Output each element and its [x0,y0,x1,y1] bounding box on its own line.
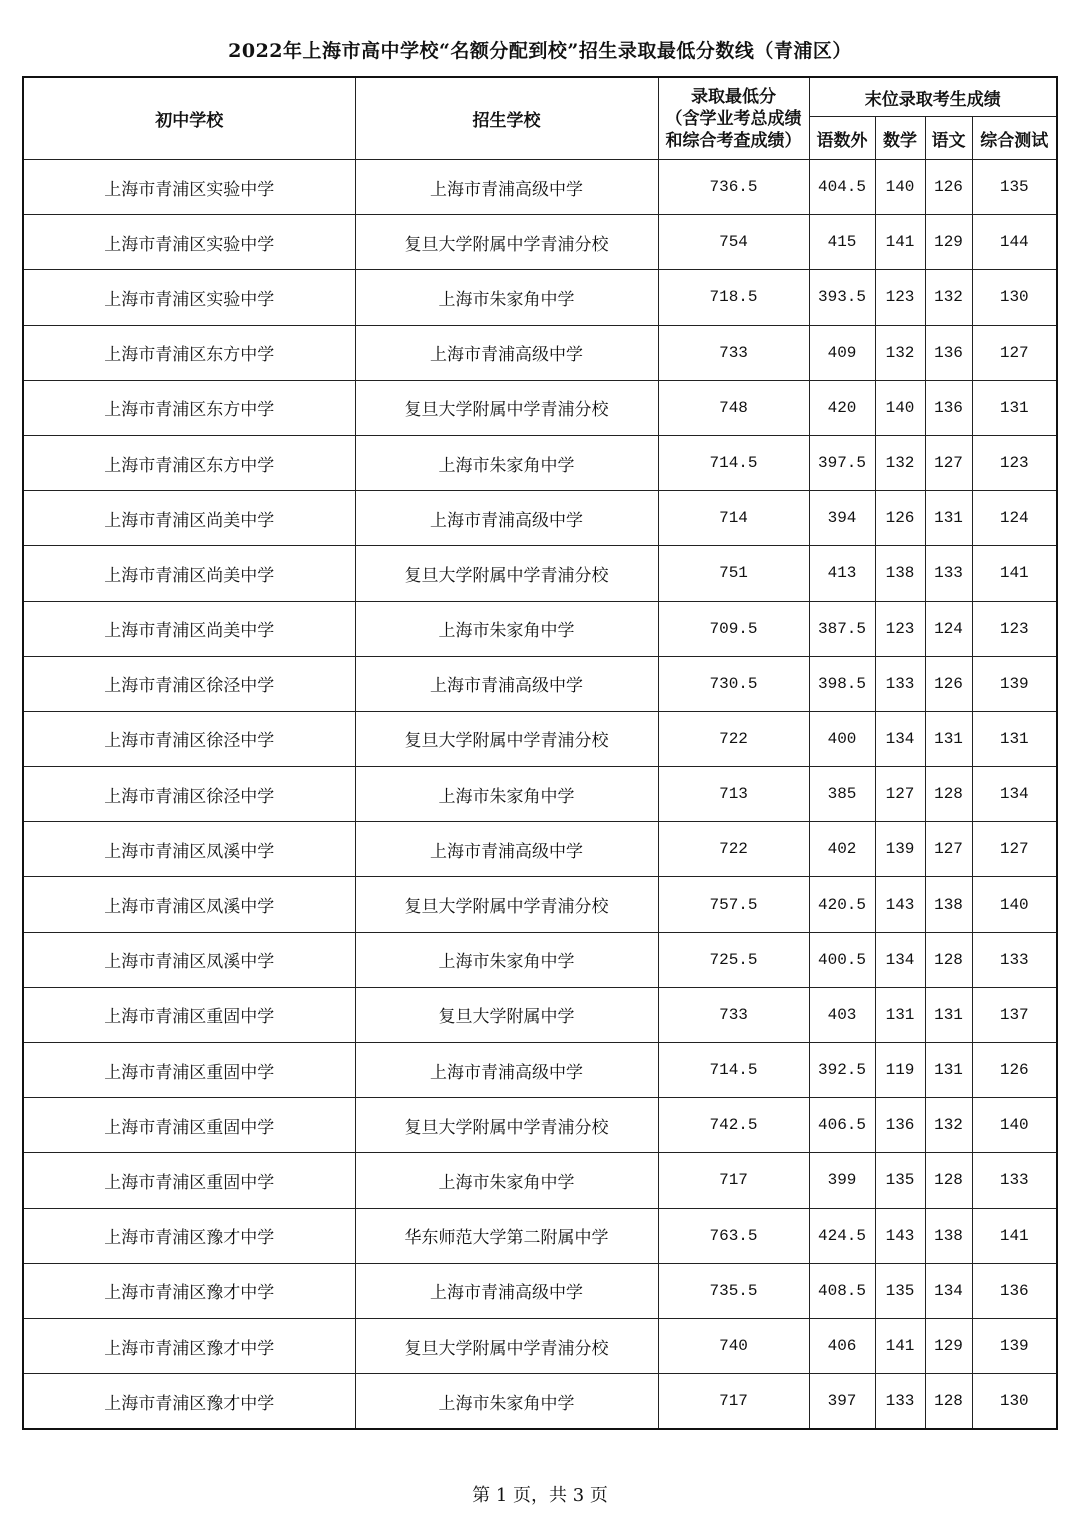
yushuwai-cell: 420 [809,380,875,435]
chinese-cell: 128 [925,932,972,987]
yushuwai-cell: 409 [809,325,875,380]
table-row [23,160,1057,215]
min-score-cell: 757.5 [658,877,809,932]
yushuwai-cell: 424.5 [809,1208,875,1263]
enroll-school-cell: 复旦大学附属中学青浦分校 [355,546,658,601]
comprehensive-cell: 134 [972,767,1057,822]
comprehensive-cell: 127 [972,822,1057,877]
header-math: 数学 [875,117,925,160]
math-cell: 143 [875,877,925,932]
junior-school-cell: 上海市青浦区徐泾中学 [23,656,355,711]
junior-school-cell: 上海市青浦区凤溪中学 [23,932,355,987]
comprehensive-cell: 130 [972,1374,1057,1430]
min-score-cell: 763.5 [658,1208,809,1263]
math-cell: 131 [875,987,925,1042]
yushuwai-cell: 402 [809,822,875,877]
header-min-score-line1: 录取最低分 [691,86,776,107]
enroll-school-cell: 上海市朱家角中学 [355,767,658,822]
min-score-cell: 713 [658,767,809,822]
table-row [23,380,1057,435]
junior-school-cell: 上海市青浦区豫才中学 [23,1374,355,1430]
chinese-cell: 129 [925,215,972,270]
yushuwai-cell: 393.5 [809,270,875,325]
table-body [23,160,1057,1430]
chinese-cell: 132 [925,270,972,325]
comprehensive-cell: 137 [972,987,1057,1042]
yushuwai-cell: 387.5 [809,601,875,656]
yushuwai-cell: 415 [809,215,875,270]
table-row [23,325,1057,380]
math-cell: 133 [875,1374,925,1430]
chinese-cell: 126 [925,160,972,215]
min-score-cell: 740 [658,1318,809,1373]
yushuwai-cell: 397.5 [809,435,875,490]
comprehensive-cell: 133 [972,932,1057,987]
chinese-cell: 136 [925,380,972,435]
min-score-cell: 736.5 [658,160,809,215]
math-cell: 140 [875,160,925,215]
chinese-cell: 132 [925,1098,972,1153]
comprehensive-cell: 130 [972,270,1057,325]
junior-school-cell: 上海市青浦区豫才中学 [23,1263,355,1318]
comprehensive-cell: 136 [972,1263,1057,1318]
table-row [23,491,1057,546]
min-score-cell: 733 [658,987,809,1042]
yushuwai-cell: 404.5 [809,160,875,215]
yushuwai-cell: 399 [809,1153,875,1208]
table-row [23,1098,1057,1153]
chinese-cell: 131 [925,491,972,546]
chinese-cell: 129 [925,1318,972,1373]
math-cell: 141 [875,215,925,270]
enroll-school-cell: 上海市朱家角中学 [355,1153,658,1208]
chinese-cell: 126 [925,656,972,711]
comprehensive-cell: 141 [972,546,1057,601]
comprehensive-cell: 144 [972,215,1057,270]
comprehensive-cell: 139 [972,656,1057,711]
junior-school-cell: 上海市青浦区徐泾中学 [23,767,355,822]
math-cell: 123 [875,601,925,656]
min-score-cell: 725.5 [658,932,809,987]
yushuwai-cell: 406 [809,1318,875,1373]
page-footer: 第 1 页，共 3 页 [472,1485,608,1506]
comprehensive-cell: 139 [972,1318,1057,1373]
min-score-cell: 751 [658,546,809,601]
comprehensive-cell: 123 [972,435,1057,490]
math-cell: 127 [875,767,925,822]
enroll-school-cell: 复旦大学附属中学青浦分校 [355,215,658,270]
table-row [23,1043,1057,1098]
min-score-cell: 754 [658,215,809,270]
math-cell: 136 [875,1098,925,1153]
chinese-cell: 128 [925,1153,972,1208]
math-cell: 135 [875,1263,925,1318]
yushuwai-cell: 398.5 [809,656,875,711]
math-cell: 119 [875,1043,925,1098]
junior-school-cell: 上海市青浦区东方中学 [23,380,355,435]
chinese-cell: 131 [925,711,972,766]
yushuwai-cell: 397 [809,1374,875,1430]
min-score-cell: 714.5 [658,1043,809,1098]
yushuwai-cell: 385 [809,767,875,822]
junior-school-cell: 上海市青浦区重固中学 [23,987,355,1042]
header-comprehensive: 综合测试 [972,117,1057,160]
junior-school-cell: 上海市青浦区凤溪中学 [23,822,355,877]
chinese-cell: 128 [925,1374,972,1430]
comprehensive-cell: 126 [972,1043,1057,1098]
enroll-school-cell: 上海市青浦高级中学 [355,160,658,215]
header-chinese: 语文 [925,117,972,160]
yushuwai-cell: 406.5 [809,1098,875,1153]
junior-school-cell: 上海市青浦区重固中学 [23,1098,355,1153]
junior-school-cell: 上海市青浦区徐泾中学 [23,711,355,766]
table-row [23,932,1057,987]
math-cell: 134 [875,932,925,987]
math-cell: 135 [875,1153,925,1208]
table-row [23,656,1057,711]
enroll-school-cell: 上海市朱家角中学 [355,1374,658,1430]
enroll-school-cell: 复旦大学附属中学 [355,987,658,1042]
header-junior-school: 初中学校 [23,77,355,160]
math-cell: 132 [875,325,925,380]
table-row [23,270,1057,325]
enroll-school-cell: 上海市青浦高级中学 [355,656,658,711]
enroll-school-cell: 上海市朱家角中学 [355,435,658,490]
junior-school-cell: 上海市青浦区实验中学 [23,160,355,215]
junior-school-cell: 上海市青浦区尚美中学 [23,546,355,601]
yushuwai-cell: 394 [809,491,875,546]
junior-school-cell: 上海市青浦区实验中学 [23,215,355,270]
table-row [23,601,1057,656]
min-score-cell: 722 [658,711,809,766]
table-row [23,1263,1057,1318]
chinese-cell: 124 [925,601,972,656]
table-row [23,1153,1057,1208]
header-last-admitted-group: 末位录取考生成绩 [809,77,1057,117]
comprehensive-cell: 133 [972,1153,1057,1208]
table-row [23,1374,1057,1430]
yushuwai-cell: 400 [809,711,875,766]
comprehensive-cell: 140 [972,1098,1057,1153]
table-row [23,435,1057,490]
yushuwai-cell: 413 [809,546,875,601]
score-table [22,76,1058,1430]
math-cell: 132 [875,435,925,490]
min-score-cell: 748 [658,380,809,435]
table-row [23,215,1057,270]
enroll-school-cell: 复旦大学附属中学青浦分校 [355,380,658,435]
header-min-score-line2: （含学业考总成绩 [665,108,802,129]
junior-school-cell: 上海市青浦区尚美中学 [23,601,355,656]
min-score-cell: 742.5 [658,1098,809,1153]
header-min-score-line3: 和综合考查成绩） [665,130,802,151]
min-score-cell: 735.5 [658,1263,809,1318]
min-score-cell: 730.5 [658,656,809,711]
table-row [23,987,1057,1042]
min-score-cell: 717 [658,1153,809,1208]
junior-school-cell: 上海市青浦区豫才中学 [23,1318,355,1373]
chinese-cell: 134 [925,1263,972,1318]
junior-school-cell: 上海市青浦区东方中学 [23,325,355,380]
junior-school-cell: 上海市青浦区重固中学 [23,1153,355,1208]
page-title: 2022年上海市高中学校“名额分配到校”招生录取最低分数线（青浦区） [228,40,852,62]
min-score-cell: 714 [658,491,809,546]
chinese-cell: 133 [925,546,972,601]
math-cell: 140 [875,380,925,435]
table-row [23,546,1057,601]
comprehensive-cell: 141 [972,1208,1057,1263]
table-row [23,1208,1057,1263]
min-score-cell: 722 [658,822,809,877]
chinese-cell: 131 [925,1043,972,1098]
math-cell: 133 [875,656,925,711]
chinese-cell: 138 [925,877,972,932]
enroll-school-cell: 复旦大学附属中学青浦分校 [355,1318,658,1373]
comprehensive-cell: 131 [972,380,1057,435]
enroll-school-cell: 上海市朱家角中学 [355,601,658,656]
enroll-school-cell: 上海市青浦高级中学 [355,325,658,380]
enroll-school-cell: 上海市青浦高级中学 [355,1043,658,1098]
yushuwai-cell: 420.5 [809,877,875,932]
enroll-school-cell: 上海市朱家角中学 [355,932,658,987]
yushuwai-cell: 400.5 [809,932,875,987]
math-cell: 123 [875,270,925,325]
chinese-cell: 128 [925,767,972,822]
math-cell: 138 [875,546,925,601]
junior-school-cell: 上海市青浦区实验中学 [23,270,355,325]
yushuwai-cell: 408.5 [809,1263,875,1318]
table-row [23,1318,1057,1373]
table-row [23,711,1057,766]
comprehensive-cell: 135 [972,160,1057,215]
yushuwai-cell: 392.5 [809,1043,875,1098]
min-score-cell: 717 [658,1374,809,1430]
enroll-school-cell: 上海市青浦高级中学 [355,822,658,877]
header-yushuwai: 语数外 [809,117,875,160]
table-row [23,822,1057,877]
enroll-school-cell: 上海市青浦高级中学 [355,1263,658,1318]
enroll-school-cell: 上海市朱家角中学 [355,270,658,325]
table-row [23,877,1057,932]
min-score-cell: 733 [658,325,809,380]
math-cell: 141 [875,1318,925,1373]
chinese-cell: 131 [925,987,972,1042]
math-cell: 139 [875,822,925,877]
chinese-cell: 138 [925,1208,972,1263]
comprehensive-cell: 140 [972,877,1057,932]
enroll-school-cell: 复旦大学附属中学青浦分校 [355,877,658,932]
math-cell: 143 [875,1208,925,1263]
chinese-cell: 136 [925,325,972,380]
junior-school-cell: 上海市青浦区凤溪中学 [23,877,355,932]
enroll-school-cell: 复旦大学附属中学青浦分校 [355,711,658,766]
math-cell: 126 [875,491,925,546]
table-header [23,77,1057,160]
enroll-school-cell: 上海市青浦高级中学 [355,491,658,546]
header-enroll-school: 招生学校 [355,77,658,160]
junior-school-cell: 上海市青浦区尚美中学 [23,491,355,546]
enroll-school-cell: 复旦大学附属中学青浦分校 [355,1098,658,1153]
yushuwai-cell: 403 [809,987,875,1042]
comprehensive-cell: 124 [972,491,1057,546]
min-score-cell: 709.5 [658,601,809,656]
table-row [23,767,1057,822]
math-cell: 134 [875,711,925,766]
chinese-cell: 127 [925,822,972,877]
junior-school-cell: 上海市青浦区豫才中学 [23,1208,355,1263]
min-score-cell: 718.5 [658,270,809,325]
enroll-school-cell: 华东师范大学第二附属中学 [355,1208,658,1263]
header-min-score [658,77,809,160]
comprehensive-cell: 127 [972,325,1057,380]
junior-school-cell: 上海市青浦区重固中学 [23,1043,355,1098]
min-score-cell: 714.5 [658,435,809,490]
comprehensive-cell: 123 [972,601,1057,656]
comprehensive-cell: 131 [972,711,1057,766]
junior-school-cell: 上海市青浦区东方中学 [23,435,355,490]
chinese-cell: 127 [925,435,972,490]
